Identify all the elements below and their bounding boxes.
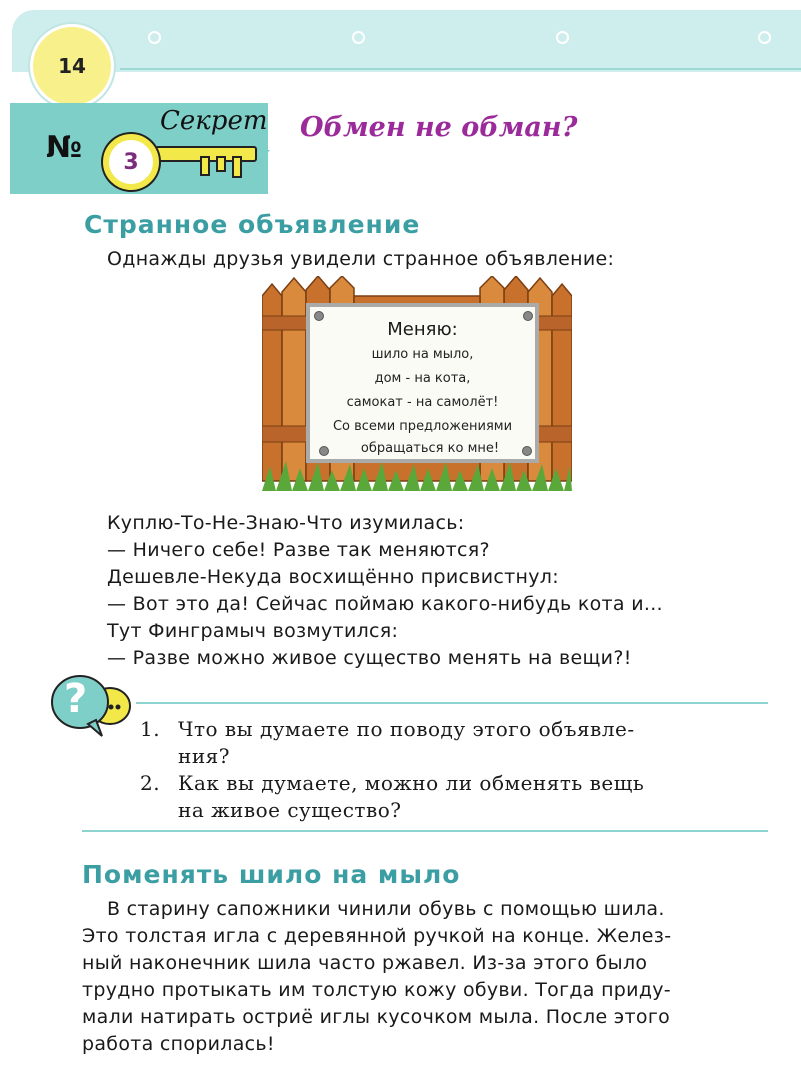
key-tooth bbox=[232, 156, 242, 178]
question-number: 2. bbox=[140, 771, 161, 795]
questions-bottom-rule bbox=[82, 830, 768, 832]
screw-icon bbox=[319, 446, 329, 456]
screw-icon bbox=[523, 311, 533, 321]
sign-line: обращаться ко мне! bbox=[360, 441, 500, 456]
intro-text: Однажды друзья увидели странное объявление: bbox=[107, 248, 615, 270]
paragraph-line: трудно протыкать им толстую кожу обуви. Тогда приду- bbox=[82, 979, 671, 1001]
dialogue-line: — Разве можно живое существо менять на вещи?! bbox=[107, 647, 632, 669]
questions-top-rule bbox=[136, 702, 768, 704]
paragraph-line: работа спорилась! bbox=[82, 1033, 275, 1055]
page-number: 14 bbox=[30, 24, 114, 108]
dialogue-line: Тут Финграмыч возмутился: bbox=[107, 620, 399, 642]
number-sign: № bbox=[46, 130, 83, 165]
question-bubble-icon bbox=[44, 670, 134, 740]
header-band bbox=[12, 10, 801, 72]
decor-dot bbox=[148, 31, 161, 44]
lesson-title: Обмен не обман? bbox=[300, 112, 578, 143]
dialogue-line: Куплю-То-Не-Знаю-Что изумилась: bbox=[107, 512, 465, 534]
dialogue-line: — Вот это да! Сейчас поймаю какого-нибудь кота и... bbox=[107, 593, 663, 615]
sign-line: дом - на кота, bbox=[374, 371, 471, 386]
paragraph-line: ный наконечник шила часто ржавел. Из-за этого было bbox=[82, 952, 648, 974]
paragraph-line: В старину сапожники чинили обувь с помощью шила. bbox=[107, 898, 665, 920]
sign-line: самокат - на самолёт! bbox=[346, 395, 499, 410]
key-tooth bbox=[216, 156, 226, 172]
header-rule bbox=[120, 68, 801, 70]
section-heading-awl-soap: Поменять шило на мыло bbox=[82, 860, 461, 889]
decor-dot bbox=[758, 31, 771, 44]
question-text: на живое существо? bbox=[178, 798, 402, 822]
key-tooth bbox=[200, 156, 210, 176]
sign-line: Со всеми предложениями bbox=[332, 419, 513, 434]
paragraph-line: Это толстая игла с деревянной ручкой на конце. Желез- bbox=[82, 925, 672, 947]
screw-icon bbox=[522, 446, 532, 456]
section-heading-strange-ad: Странное объявление bbox=[84, 210, 421, 239]
sign-title: Меняю: bbox=[387, 319, 458, 340]
question-mark: ? bbox=[64, 676, 88, 722]
question-text: ния? bbox=[178, 744, 230, 768]
question-text: Что вы думаете по поводу этого объявле- bbox=[178, 717, 635, 741]
screw-icon bbox=[314, 311, 324, 321]
dialogue-line: Дешевле-Некуда восхищённо присвистнул: bbox=[107, 566, 559, 588]
secret-word: Секрет bbox=[160, 106, 268, 136]
sign-line: шило на мыло, bbox=[371, 347, 474, 362]
decor-dot bbox=[556, 31, 569, 44]
paragraph-line: мали натирать остриё иглы кусочком мыла. После этого bbox=[82, 1006, 671, 1028]
secret-number: 3 bbox=[103, 134, 159, 190]
decor-dot bbox=[352, 31, 365, 44]
question-number: 1. bbox=[140, 717, 161, 741]
question-text: Как вы думаете, можно ли обменять вещь bbox=[178, 771, 645, 795]
dialogue-line: — Ничего себе! Разве так меняются? bbox=[107, 539, 490, 561]
